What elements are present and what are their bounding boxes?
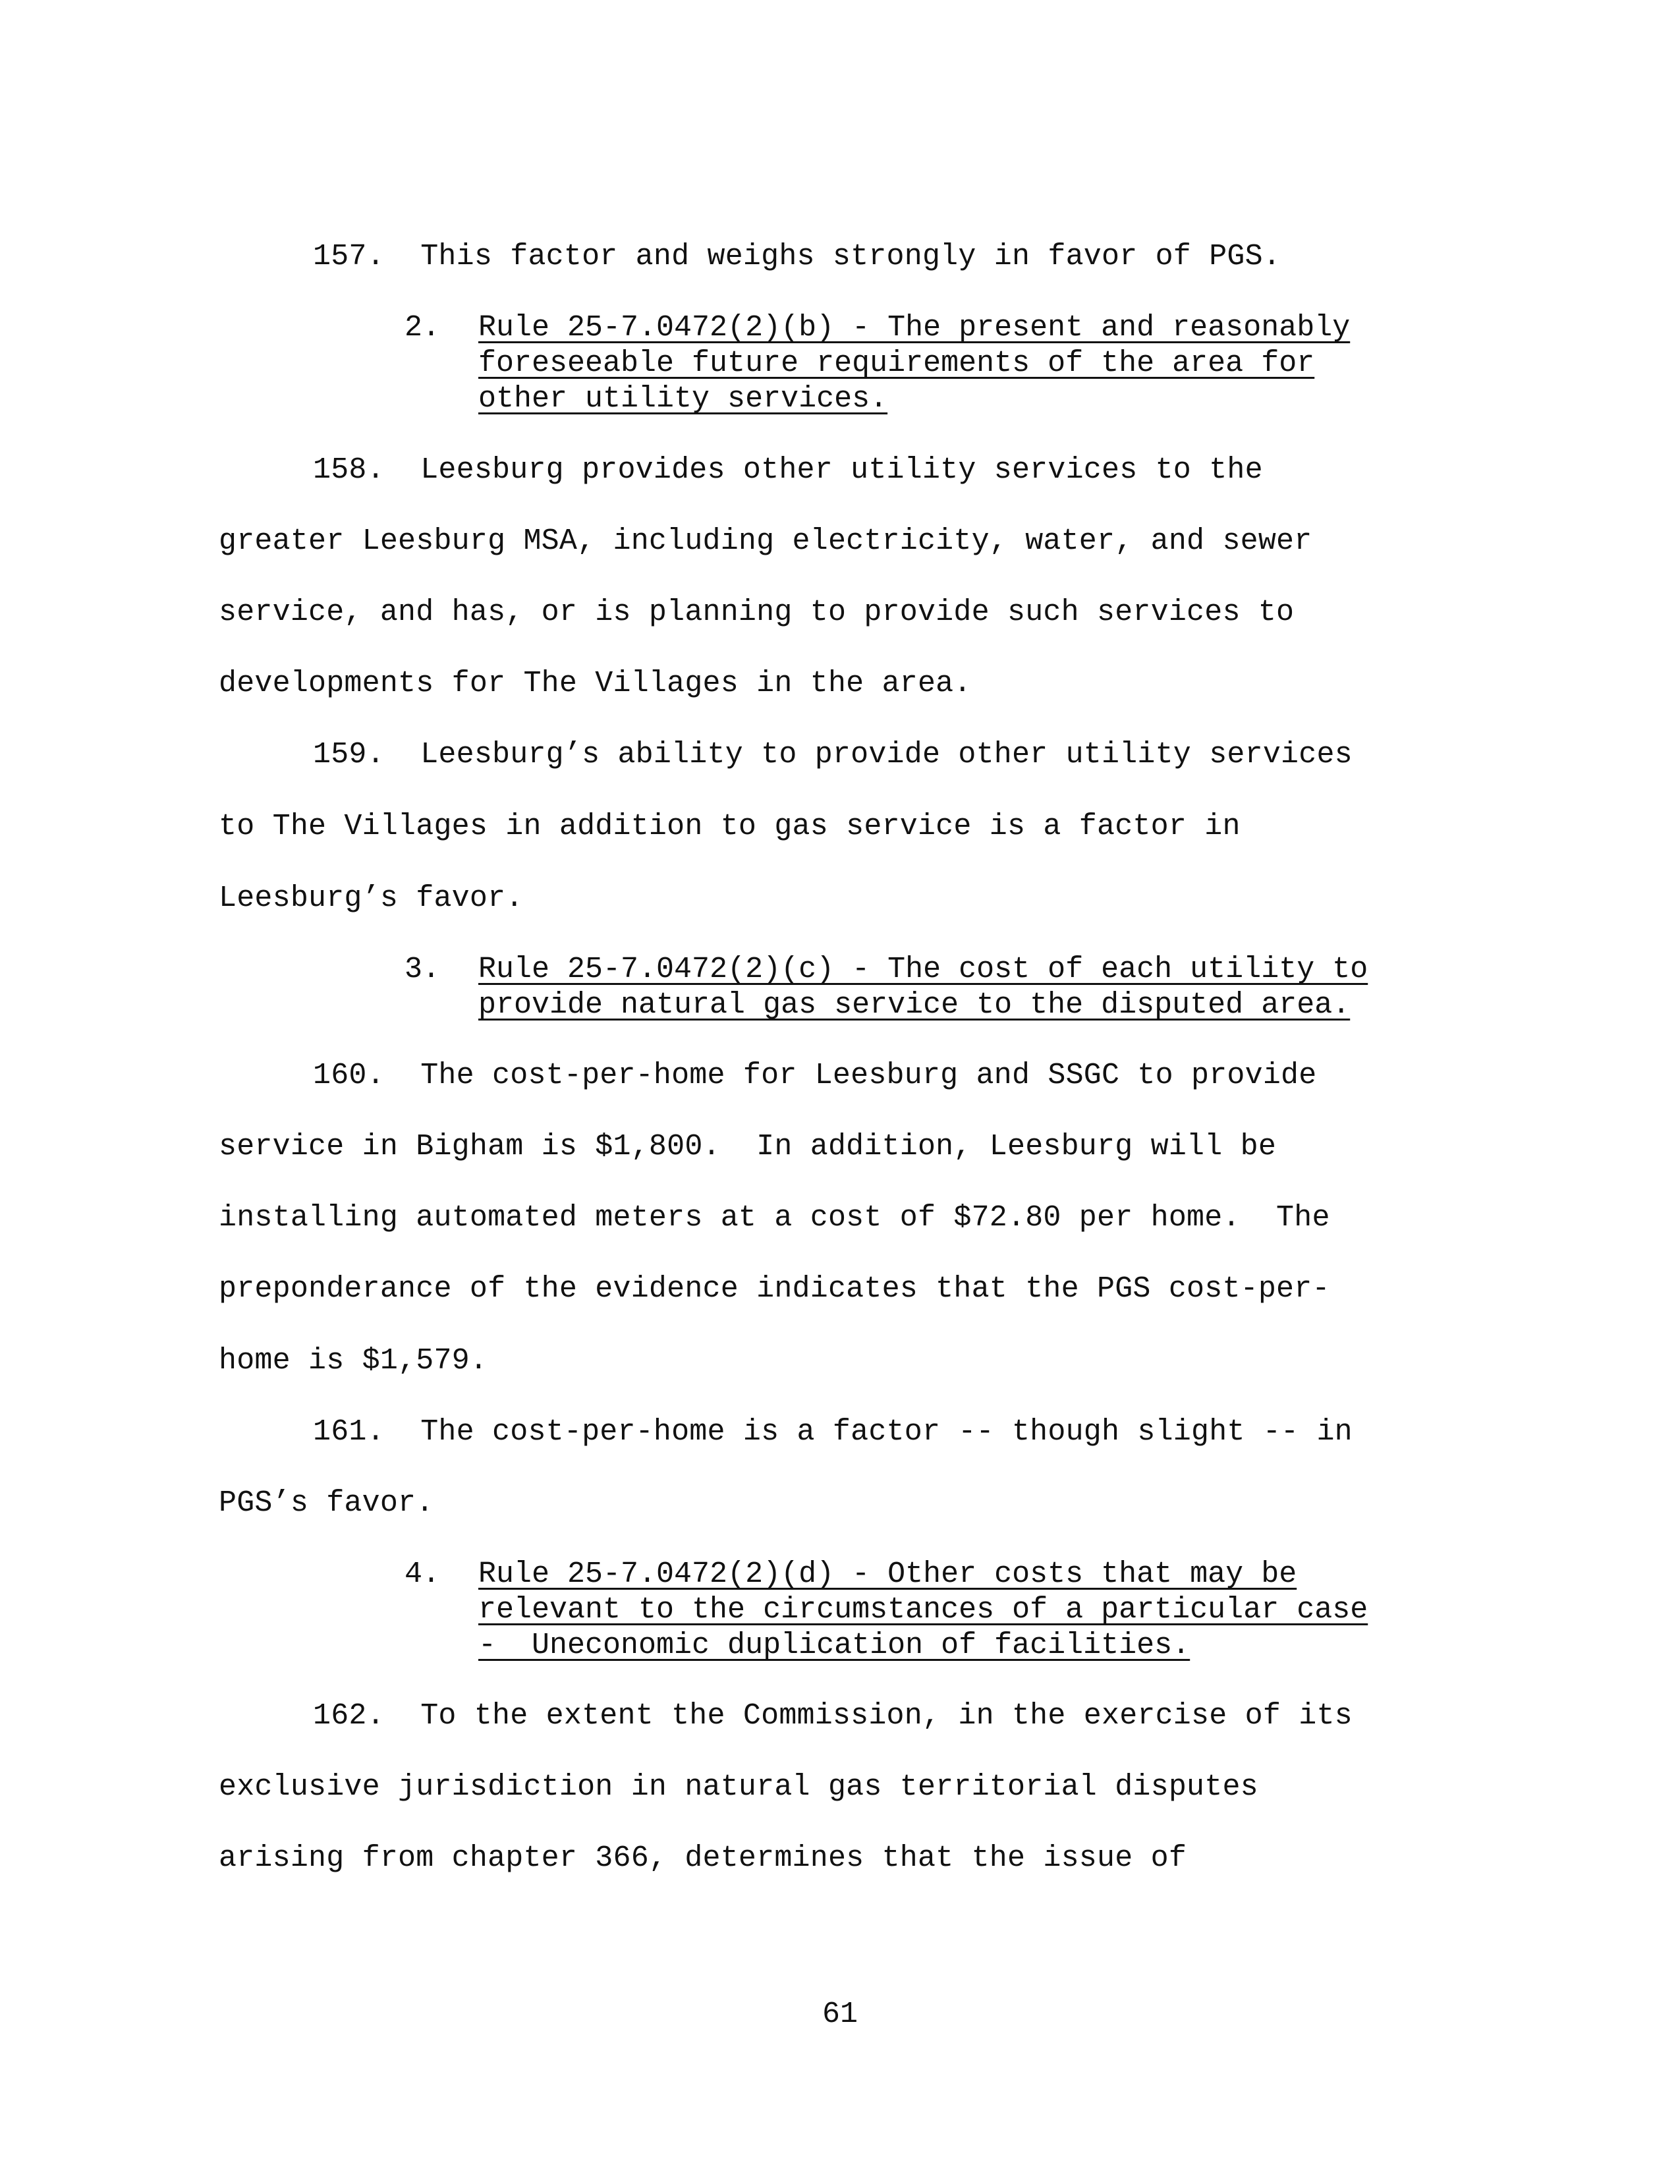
heading-3-number: 3. <box>405 953 441 986</box>
paragraph-160-line-1: 160. The cost-per-home for Leesburg and SSGC to provide <box>313 1059 1317 1092</box>
paragraph-160-line-2: service in Bigham is $1,800. In addition, Leesburg will be <box>219 1130 1277 1163</box>
paragraph-162-line-1: 162. To the extent the Commission, in the exercise of its <box>313 1699 1353 1733</box>
paragraph-160-line-3: installing automated meters at a cost of $72.80 per home. The <box>219 1201 1330 1235</box>
paragraph-159-line-1: 159. Leesburg’s ability to provide other utility services <box>313 738 1353 771</box>
paragraph-159-line-3: Leesburg’s favor. <box>219 882 524 915</box>
heading-4-line-3: - Uneconomic duplication of facilities. <box>478 1629 1190 1662</box>
paragraph-158-line-4: developments for The Villages in the area. <box>219 667 972 700</box>
heading-2-line-1: Rule 25-7.0472(2)(b) - The present and reasonably <box>478 311 1351 345</box>
heading-2-line-2: foreseeable future requirements of the area for <box>478 347 1315 380</box>
heading-2-line-3: other utility services. <box>478 382 888 416</box>
paragraph-158-line-1: 158. Leesburg provides other utility services to the <box>313 453 1263 487</box>
paragraph-158-line-3: service, and has, or is planning to provide such services to <box>219 596 1295 629</box>
paragraph-157-line-1: 157. This factor and weighs strongly in favor of PGS. <box>313 240 1281 273</box>
paragraph-162-line-3: arising from chapter 366, determines that the issue of <box>219 1841 1187 1875</box>
paragraph-161-line-2: PGS’s favor. <box>219 1486 434 1520</box>
paragraph-162-line-2: exclusive jurisdiction in natural gas territorial disputes <box>219 1770 1258 1804</box>
paragraph-160-line-4: preponderance of the evidence indicates that the PGS cost-per- <box>219 1272 1330 1306</box>
heading-2-number: 2. <box>405 311 441 345</box>
heading-3-line-1: Rule 25-7.0472(2)(c) - The cost of each utility to <box>478 953 1368 986</box>
heading-3-line-2: provide natural gas service to the disputed area. <box>478 988 1351 1022</box>
heading-4-number: 4. <box>405 1557 441 1591</box>
heading-4-line-2: relevant to the circumstances of a particular case <box>478 1593 1368 1627</box>
page-number: 61 <box>822 1998 858 2031</box>
paragraph-159-line-2: to The Villages in addition to gas service is a factor in <box>219 810 1241 843</box>
paragraph-161-line-1: 161. The cost-per-home is a factor -- though slight -- in <box>313 1415 1353 1449</box>
heading-4-line-1: Rule 25-7.0472(2)(d) - Other costs that may be <box>478 1557 1297 1591</box>
paragraph-158-line-2: greater Leesburg MSA, including electricity, water, and sewer <box>219 524 1312 558</box>
paragraph-160-line-5: home is $1,579. <box>219 1344 488 1378</box>
